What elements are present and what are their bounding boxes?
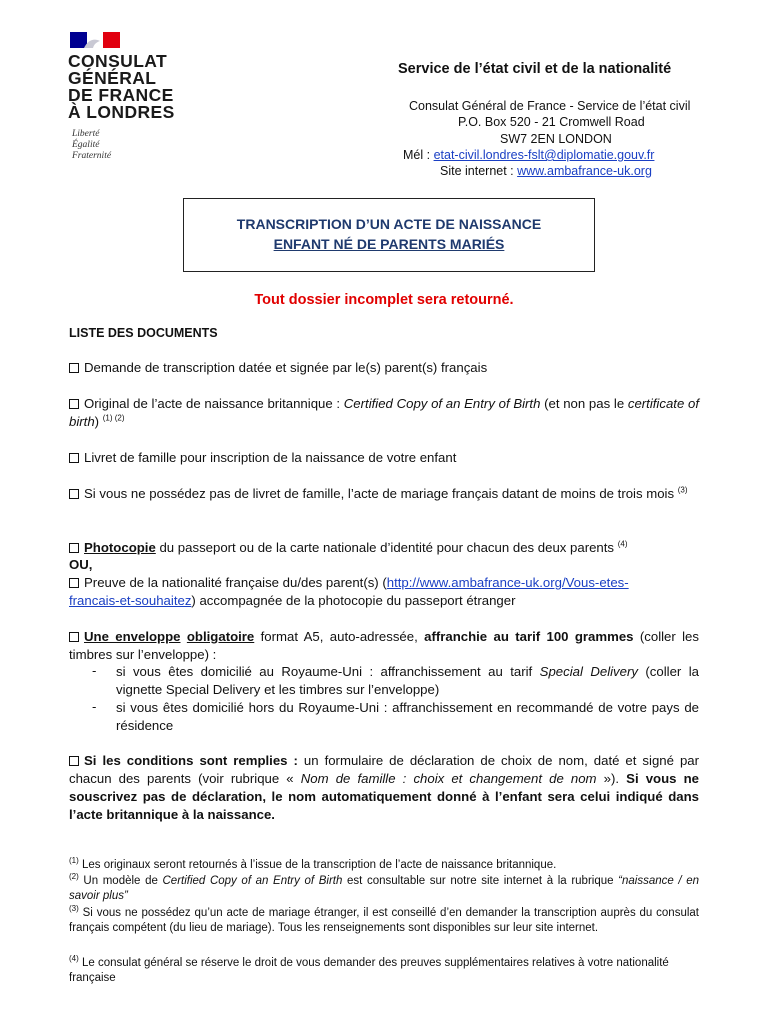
title-box [183,198,595,272]
item-text-bold: Photocopie [84,540,156,555]
nationality-link[interactable]: http://www.ambafrance-uk.org/Vous-etes- [386,575,629,590]
list-item-marriage-certificate [69,485,699,503]
footnote-ref: (3) [677,485,688,495]
incomplete-warning: Tout dossier incomplet sera retourné. [254,292,514,308]
footnote-number: (4) [69,954,79,964]
footnote-text: Un modèle de [78,875,163,887]
item-text: un formulaire de déclaration de choix de nom, daté et signé par chacun des parents (voir rubrique « [69,753,700,786]
list-item-request [69,359,699,377]
marianne-logo-icon [70,32,120,48]
checkbox-icon [69,399,79,409]
item-text: Si vous ne possédez pas de livret de famille, l’acte de mariage français datant de moins de trois mois [84,486,675,501]
address-line-1: Consulat Général de France - Service de l’état civil [409,99,691,113]
item-text: Livret de famille pour inscription de la naissance de votre enfant [84,450,457,465]
footnote-text: Si vous ne possédez qu’un acte de mariage étranger, il est conseillé d’en demander la transcription auprès du consulat français compétent (du lieu de mariage). Tous les renseignements sont disponibles sur leur site internet. [69,907,699,934]
dash-bullet: - [92,699,97,714]
item-text: ) [94,414,100,429]
list-heading: LISTE DES DOCUMENTS [69,326,218,340]
address-line-2: P.O. Box 520 - 21 Cromwell Road [458,115,645,129]
address-line-3: SW7 2EN LONDON [500,132,612,146]
footnote-ref: (4) [617,539,628,549]
footnote-text: est consultable sur notre site internet à la rubrique [342,875,619,887]
footnote-1 [69,858,699,873]
footnote-text: Les originaux seront retournés à l’issue de la transcription de l’acte de naissance britannique. [78,859,557,871]
service-title: Service de l’état civil et de la nationalité [398,61,672,77]
or-separator: OU, [69,557,93,572]
dash-bullet: - [92,663,97,678]
item-text-bold: obligatoire [186,629,255,644]
item-text-bold: affranchie au tarif 100 grammes [424,629,634,644]
footnote-text: Le consulat général se réserve le droit de vous demander des preuves supplémentaires relatives à votre nationalité française [69,957,669,984]
logo-line-2: GÉNÉRAL [68,68,157,88]
item-text: (et non pas le [540,396,628,411]
item-text: ) accompagnée de la photocopie du passeport étranger [191,593,516,608]
item-text-bold: Si les conditions sont remplies : [84,753,298,768]
motto-liberte: Liberté [72,129,100,139]
footnote-number: (3) [69,904,79,914]
list-item-envelope [69,628,699,664]
logo-line-4: À LONDRES [68,102,175,122]
item-text-bold: Une enveloppe [84,629,181,644]
item-text: Preuve de la nationalité française du/des parent(s) ( [84,575,387,590]
list-item-photocopy [69,539,699,557]
item-text: »). [603,771,627,786]
list-item-nationality-proof [69,574,699,610]
nationality-link-cont[interactable]: francais-et-souhaitez [69,593,192,608]
item-text: (coller les timbres sur l’enveloppe) : [69,629,699,662]
list-item-birth-certificate [69,395,699,431]
footnote-number: (2) [69,872,79,882]
checkbox-icon [69,632,79,642]
email-link[interactable]: etat-civil.londres-fslt@diplomatie.gouv.fr [433,148,655,162]
list-item-name-declaration [69,752,699,824]
item-text-italic: Nom de famille : choix et changement de nom [300,771,604,786]
footnote-text-italic: “naissance / en savoir plus” [69,875,699,902]
footnote-2 [69,874,699,904]
email-line [403,147,654,163]
logo-line-1: CONSULAT [68,51,168,71]
sub-item-uk [116,663,699,699]
item-text: (coller la vignette Special Delivery et les timbres sur l’enveloppe) [116,664,699,697]
item-text-italic: certificate of birth [69,396,699,429]
item-text: Original de l’acte de naissance britannique : [84,396,344,411]
checkbox-icon [69,578,79,588]
checkbox-icon [69,453,79,463]
title-line-2: ENFANT NÉ DE PARENTS MARIÉS [273,236,505,252]
item-text: Demande de transcription datée et signée par le(s) parent(s) français [84,360,488,375]
item-text: si vous êtes domicilié au Royaume-Uni : affranchissement au tarif [116,664,540,679]
motto-egalite: Égalité [72,140,100,150]
list-item-family-book [69,449,699,467]
checkbox-icon [69,543,79,553]
website-line [440,163,652,179]
checkbox-icon [69,363,79,373]
item-text-italic: Certified Copy of an Entry of Birth [343,396,541,411]
item-text-italic: Special Delivery [539,664,638,679]
footnote-3 [69,906,699,936]
motto-fraternite: Fraternité [72,151,112,161]
email-label: Mél : [403,148,434,162]
checkbox-icon [69,489,79,499]
item-text: format A5, auto-adressée, [254,629,425,644]
website-link[interactable]: www.ambafrance-uk.org [517,164,652,178]
sub-item-abroad: si vous êtes domicilié hors du Royaume-Uni : affranchissement en recommandé de votre pays de résidence [116,700,699,733]
title-line-1: TRANSCRIPTION D’UN ACTE DE NAISSANCE [236,216,542,232]
logo-line-3: DE FRANCE [68,85,174,105]
footnote-text-italic: Certified Copy of an Entry of Birth [162,875,343,887]
website-label: Site internet : [440,164,518,178]
item-text-bold: Si vous ne souscrivez pas de déclaration, le nom automatiquement donné à l’enfant sera celui indiqué dans l’acte britannique à la naissance. [69,771,699,822]
footnote-4 [69,956,699,986]
footnote-ref: (1) (2) [102,413,125,423]
item-text: du passeport ou de la carte nationale d’identité pour chacun des deux parents [155,540,615,555]
checkbox-icon [69,756,79,766]
footnote-number: (1) [69,856,79,866]
